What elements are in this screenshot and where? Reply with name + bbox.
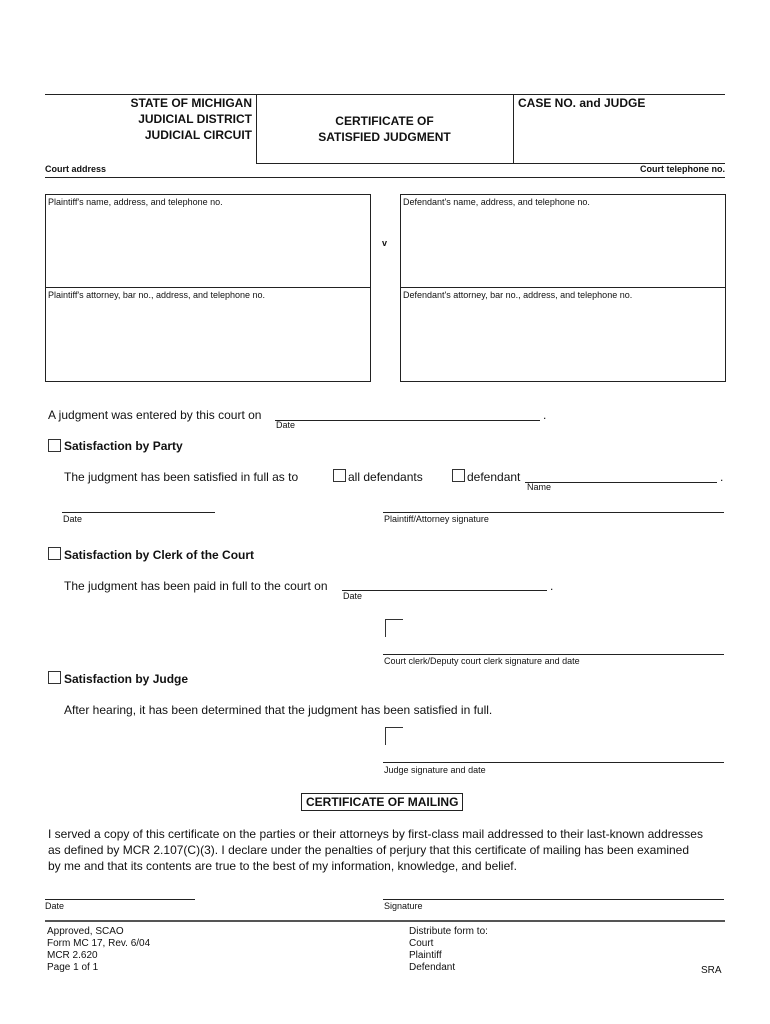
footer-mcr: MCR 2.620 <box>47 950 98 961</box>
footer-approved: Approved, SCAO <box>47 926 124 937</box>
plaintiff-label: Plaintiff's name, address, and telephone no. <box>48 197 223 207</box>
plaintiff-attorney-label: Plaintiff's attorney, bar no., address, and telephone no. <box>48 290 266 300</box>
mailing-line-2: as defined by MCR 2.107(C)(3). I declare under the penalties of perjury that this certificate of mailing has been examined <box>48 843 690 857</box>
distribute-court: Court <box>409 938 434 949</box>
judge-signature-line[interactable] <box>383 762 724 763</box>
defendant-label: Defendant's name, address, and telephone no. <box>403 197 590 207</box>
clerk-text: The judgment has been paid in full to the court on <box>64 579 328 593</box>
court-address-label: Court address <box>45 164 107 174</box>
judge-section-title: Satisfaction by Judge <box>64 672 189 686</box>
judgment-date-caption: Date <box>276 420 296 430</box>
clerk-section-title: Satisfaction by Clerk of the Court <box>64 548 255 562</box>
party-text: The judgment has been satisfied in full as to <box>64 470 299 484</box>
defendant-box[interactable] <box>400 194 726 382</box>
mailing-paragraph <box>48 826 738 874</box>
defendant-box-divider <box>400 287 725 288</box>
defendant-option-label: defendant <box>467 470 521 484</box>
clerk-period: . <box>550 579 554 593</box>
party-signature-caption: Plaintiff/Attorney signature <box>384 514 489 524</box>
court-address-rule <box>45 177 725 178</box>
defendant-name-caption: Name <box>527 482 552 492</box>
judgment-period: . <box>543 408 547 422</box>
mailing-line-1: I served a copy of this certificate on the parties or their attorneys by first-class mail addressed to their last-known addresses <box>48 827 703 841</box>
defendant-name-line[interactable] <box>525 482 717 483</box>
case-no-label: CASE NO. and JUDGE <box>518 96 646 110</box>
footer-form-no: Form MC 17, Rev. 6/04 <box>47 938 151 949</box>
all-defendants-checkbox[interactable] <box>333 469 346 482</box>
party-date-caption: Date <box>63 514 83 524</box>
plaintiff-box-divider <box>45 287 370 288</box>
distribute-plaintiff: Plaintiff <box>409 950 442 961</box>
party-section-title: Satisfaction by Party <box>64 439 183 453</box>
footer-code: SRA <box>701 965 722 976</box>
defendant-checkbox[interactable] <box>452 469 465 482</box>
footer-left <box>47 926 150 974</box>
mailing-signature-caption: Signature <box>384 901 423 911</box>
clerk-signature-mark <box>385 619 403 637</box>
clerk-signature-line[interactable] <box>383 654 724 655</box>
mailing-date-line[interactable] <box>45 899 195 900</box>
header-divider-right <box>513 94 514 164</box>
form-title <box>256 113 513 145</box>
all-defendants-label: all defendants <box>348 470 423 484</box>
distribute-heading: Distribute form to: <box>409 926 488 937</box>
footer-rule <box>45 920 725 922</box>
party-date-line[interactable] <box>62 512 215 513</box>
footer-page: Page 1 of 1 <box>47 962 99 973</box>
defendant-name-period: . <box>720 470 724 484</box>
distribute-defendant: Defendant <box>409 962 456 973</box>
footer-distribute <box>409 926 488 974</box>
mailing-line-3: by me and that its contents are true to the best of my information, knowledge, and belief. <box>48 859 517 873</box>
defendant-attorney-label: Defendant's attorney, bar no., address, and telephone no. <box>403 290 633 300</box>
mailing-signature-line[interactable] <box>383 899 724 900</box>
state-line: STATE OF MICHIGAN <box>130 96 252 110</box>
judgment-entered-text: A judgment was entered by this court on <box>48 408 262 422</box>
court-telephone-label: Court telephone no. <box>640 164 725 174</box>
clerk-signature-caption: Court clerk/Deputy court clerk signature and date <box>384 656 580 666</box>
versus-label: v <box>382 238 388 248</box>
party-checkbox[interactable] <box>48 439 61 452</box>
clerk-date-line[interactable] <box>342 590 547 591</box>
form-title-line-1: CERTIFICATE OF <box>335 114 434 128</box>
judge-checkbox[interactable] <box>48 671 61 684</box>
form-title-line-2: SATISFIED JUDGMENT <box>318 130 451 144</box>
judge-signature-mark <box>385 727 403 745</box>
clerk-checkbox[interactable] <box>48 547 61 560</box>
clerk-date-caption: Date <box>343 591 363 601</box>
circuit-line: JUDICIAL CIRCUIT <box>144 128 252 142</box>
judge-signature-caption: Judge signature and date <box>384 765 486 775</box>
mailing-title: CERTIFICATE OF MAILING <box>301 793 463 811</box>
district-line: JUDICIAL DISTRICT <box>138 112 252 126</box>
judge-text: After hearing, it has been determined that the judgment has been satisfied in full. <box>64 703 493 717</box>
plaintiff-box[interactable] <box>45 194 371 382</box>
court-name-block <box>60 95 252 143</box>
judgment-date-line[interactable] <box>275 420 540 421</box>
mailing-date-caption: Date <box>45 901 65 911</box>
party-signature-line[interactable] <box>383 512 724 513</box>
